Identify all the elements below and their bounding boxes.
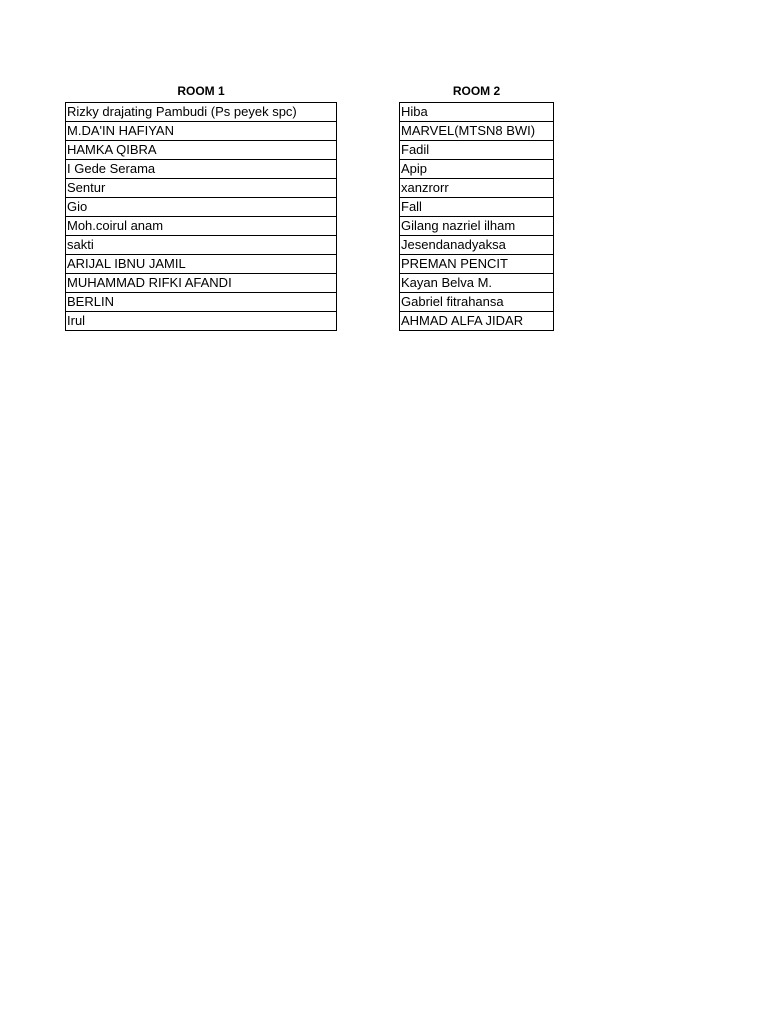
room-1-member: Irul xyxy=(66,312,336,331)
room-2-member: Jesendanadyaksa xyxy=(400,236,553,255)
room-1-member: MUHAMMAD RIFKI AFANDI xyxy=(66,274,336,293)
room-2-member: AHMAD ALFA JIDAR xyxy=(400,312,553,331)
room-2-member: Fadil xyxy=(400,141,553,160)
room-1-member: Rizky drajating Pambudi (Ps peyek spc) xyxy=(66,103,336,122)
room-1-member: I Gede Serama xyxy=(66,160,336,179)
room-2-member: xanzrorr xyxy=(400,179,553,198)
room-2-table xyxy=(399,102,554,331)
room-2-member: Apip xyxy=(400,160,553,179)
room-1-member: Sentur xyxy=(66,179,336,198)
room-1-member: Moh.coirul anam xyxy=(66,217,336,236)
room-2-section xyxy=(399,83,554,331)
room-2-member: Hiba xyxy=(400,103,553,122)
room-1-table xyxy=(65,102,337,331)
room-1-member: BERLIN xyxy=(66,293,336,312)
room-1-member: M.DA'IN HAFIYAN xyxy=(66,122,336,141)
room-1-member: sakti xyxy=(66,236,336,255)
room-2-member: Gilang nazriel ilham xyxy=(400,217,553,236)
room-2-member: Gabriel fitrahansa xyxy=(400,293,553,312)
room-1-member: HAMKA QIBRA xyxy=(66,141,336,160)
room-2-member: Fall xyxy=(400,198,553,217)
room-1-title: ROOM 1 xyxy=(177,84,225,98)
room-2-title: ROOM 2 xyxy=(452,84,501,98)
room-1-section xyxy=(65,83,337,331)
room-1-member: Gio xyxy=(66,198,336,217)
room-1-member: ARIJAL IBNU JAMIL xyxy=(66,255,336,274)
room-2-member: Kayan Belva M. xyxy=(400,274,553,293)
room-2-member: MARVEL(MTSN8 BWI) xyxy=(400,122,553,141)
room-2-member: PREMAN PENCIT xyxy=(400,255,553,274)
